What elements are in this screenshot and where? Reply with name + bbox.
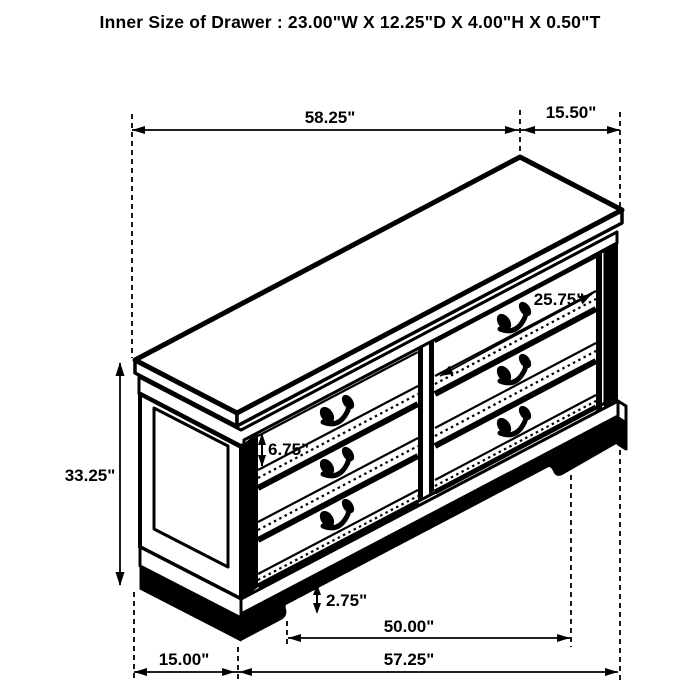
- dim-label-drawer-diagonal: 25.75": [533, 290, 585, 309]
- right-stile: [596, 253, 602, 413]
- dimension-bottom-width: [134, 650, 618, 676]
- dim-label-feet-span: 50.00": [383, 617, 435, 636]
- dim-label-base-height: 2.75": [326, 591, 368, 610]
- left-corner-stile: [241, 432, 258, 601]
- dimension-base-height: [313, 584, 367, 614]
- dim-label-top-length: 58.25": [304, 108, 356, 127]
- dim-label-side-depth: 15.00": [158, 650, 210, 669]
- dim-label-overall-height: 33.25": [64, 466, 116, 485]
- dim-label-drawer-height: 6.75": [268, 440, 310, 459]
- right-side-edge: [604, 243, 618, 408]
- page-title: Inner Size of Drawer : 23.00"W X 12.25"D X 4.00"H X 0.50"T: [99, 12, 601, 32]
- dimension-feet-span: [288, 617, 570, 642]
- dimension-overall-height: [65, 362, 125, 586]
- dresser-figure: [135, 157, 626, 641]
- dim-label-front-width: 57.25": [383, 650, 435, 669]
- dim-label-top-depth: 15.50": [545, 103, 597, 122]
- dimension-top-length: [132, 103, 620, 134]
